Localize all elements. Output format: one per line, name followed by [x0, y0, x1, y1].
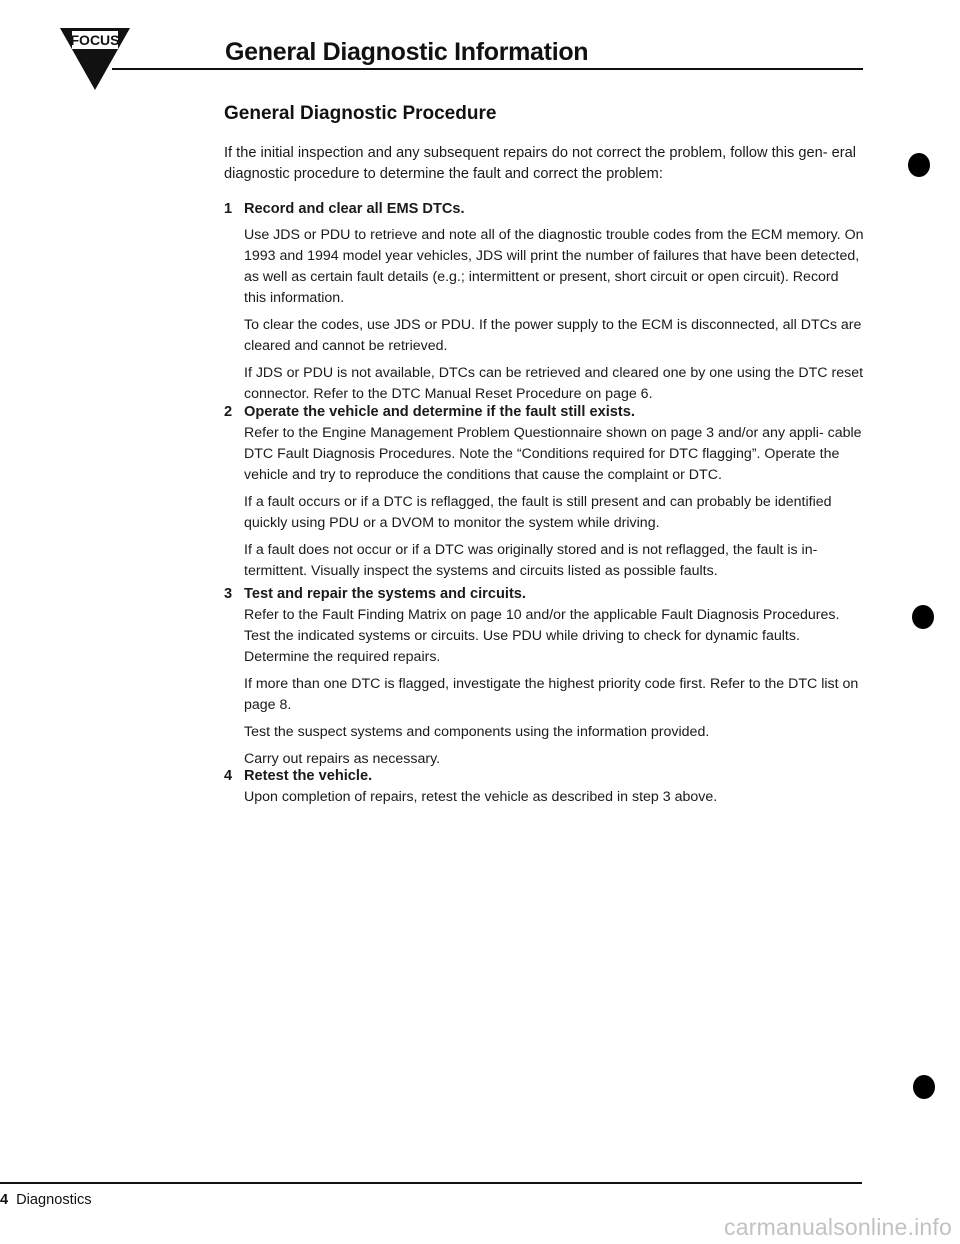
step-paragraph: Test the suspect systems and components using the information provided.	[244, 724, 710, 740]
step-4	[224, 766, 864, 814]
step-title-text: Retest the vehicle.	[244, 768, 373, 784]
step-paragraph: If a fault does not occur or if a DTC was originally stored and is not reflagged, the fault is in- termittent. Visually inspect the systems and circuits listed as possible faults.	[244, 542, 818, 579]
section-heading: General Diagnostic Procedure	[224, 103, 497, 124]
footer-page-number: 4	[0, 1192, 9, 1208]
step-paragraph: To clear the codes, use JDS or PDU. If the power supply to the ECM is disconnected, all DTCs are cleared and cannot be retrieved.	[244, 317, 862, 354]
step-paragraph: Use JDS or PDU to retrieve and note all of the diagnostic trouble codes from the ECM memory. On 1993 and 1994 model year vehicles, JDS will print the number of failures that have been detected, as well as certain fault details (e.g.; intermittent or present, short circuit or open circuit). Record this information.	[244, 227, 864, 306]
logo-text: FOCUS	[70, 32, 120, 48]
step-title	[224, 766, 864, 787]
step-1	[224, 199, 864, 411]
intro-paragraph: If the initial inspection and any subsequent repairs do not correct the problem, follow this gen- eral diagnostic procedure to determine the fault and correct the problem:	[224, 145, 856, 182]
step-paragraph: Refer to the Fault Finding Matrix on page 10 and/or the applicable Fault Diagnosis Procedures. Test the indicated systems or circuits. Use PDU while driving to check for dynamic faults. Determine the required repairs.	[244, 607, 840, 665]
step-3	[224, 584, 864, 776]
footer-rule	[0, 1182, 862, 1184]
step-title	[224, 584, 864, 605]
step-title	[224, 402, 864, 423]
watermark: carmanualsonline.info	[724, 1214, 952, 1240]
step-paragraph: Upon completion of repairs, retest the vehicle as described in step 3 above.	[244, 789, 718, 805]
header-rule	[112, 68, 863, 70]
step-title-text: Operate the vehicle and determine if the fault still exists.	[244, 404, 635, 420]
step-2	[224, 402, 864, 588]
page-footer	[0, 1192, 92, 1208]
step-paragraph: If JDS or PDU is not available, DTCs can be retrieved and cleared one by one using the DTC reset connector. Refer to the DTC Manual Reset Procedure on page 6.	[244, 365, 864, 402]
binder-hole-icon	[912, 605, 934, 629]
focus-logo	[58, 22, 132, 92]
step-paragraph: If more than one DTC is flagged, investigate the highest priority code first. Refer to the DTC list on page 8.	[244, 676, 859, 713]
step-title	[224, 199, 864, 220]
step-title-text: Record and clear all EMS DTCs.	[244, 201, 465, 217]
step-number: 4	[224, 768, 233, 784]
footer-section: Diagnostics	[16, 1192, 92, 1208]
step-paragraph: Carry out repairs as necessary.	[244, 751, 441, 767]
step-title-text: Test and repair the systems and circuits.	[244, 586, 526, 602]
binder-hole-icon	[908, 153, 930, 177]
binder-hole-icon	[913, 1075, 935, 1099]
step-paragraph: If a fault occurs or if a DTC is reflagged, the fault is still present and can probably be identified quickly using PDU or a DVOM to monitor the system while driving.	[244, 494, 832, 531]
step-paragraph: Refer to the Engine Management Problem Questionnaire shown on page 3 and/or any appli- cable DTC Fault Diagnosis Procedures. Note the “Conditions required for DTC flagging”. Operate the vehicle and try to reproduce the conditions that cause the complaint or DTC.	[244, 425, 862, 483]
page-title: General Diagnostic Information	[225, 38, 589, 66]
step-number: 2	[224, 404, 233, 420]
step-number: 3	[224, 586, 233, 602]
step-number: 1	[224, 201, 233, 217]
